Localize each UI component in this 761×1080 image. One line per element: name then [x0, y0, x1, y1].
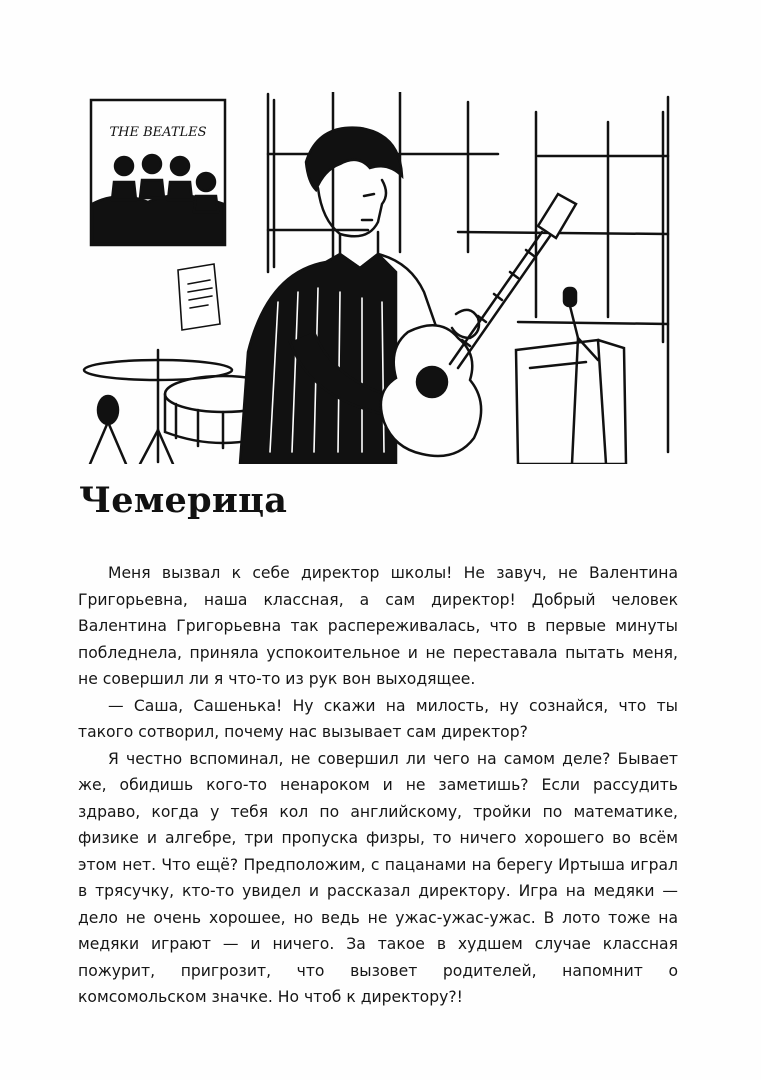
chapter-body [78, 560, 678, 1011]
chapter-title: Чемерица [79, 480, 288, 521]
beatles-poster [91, 100, 225, 245]
paragraph: Я честно вспоминал, не совершил ли чего на самом деле? Бывает же, обидишь кого-то ненароком и не заметишь? Если рассудить здраво, когда у тебя кол по английскому, тройки по математике, физике и алгебре, три пропуска физры, то ничего хорошего во всём этом нет. Что ещё? Предположим, с пацанами на берегу Иртыша играл в трясучку, кто-то увидел и рассказал директору. Игра на медяки — дело не очень хорошее, но ведь не ужас-ужас-ужас. В лото тоже на медяки играют — и ничего. За такое в худшем случае классная пожурит, пригрозит, что вызовет родителей, напомнит о комсомольском значке. Но чтоб к директору?! [78, 749, 678, 1006]
poster-title: THE BEATLES [109, 125, 207, 140]
wall-note [178, 264, 220, 330]
paragraph: Меня вызвал к себе директор школы! Не завуч, не Валентина Григорьевна, наша классная, а сам директор! Добрый человек Валентина Григорьевна так распереживалась, что в первые минуты побледнела, приняла успокоительное и не переставала пытать меня, не совершил ли я что-то из рук вон выходящее. [78, 564, 678, 688]
paragraph: — Саша, Сашенька! Ну скажи на милость, ну сознайся, что ты такого сотворил, почему нас вызывает сам директор? [78, 696, 678, 741]
amplifier [516, 340, 626, 464]
illustration [78, 92, 678, 464]
guitarist-drawing [78, 92, 678, 464]
microphone-left [90, 396, 126, 464]
